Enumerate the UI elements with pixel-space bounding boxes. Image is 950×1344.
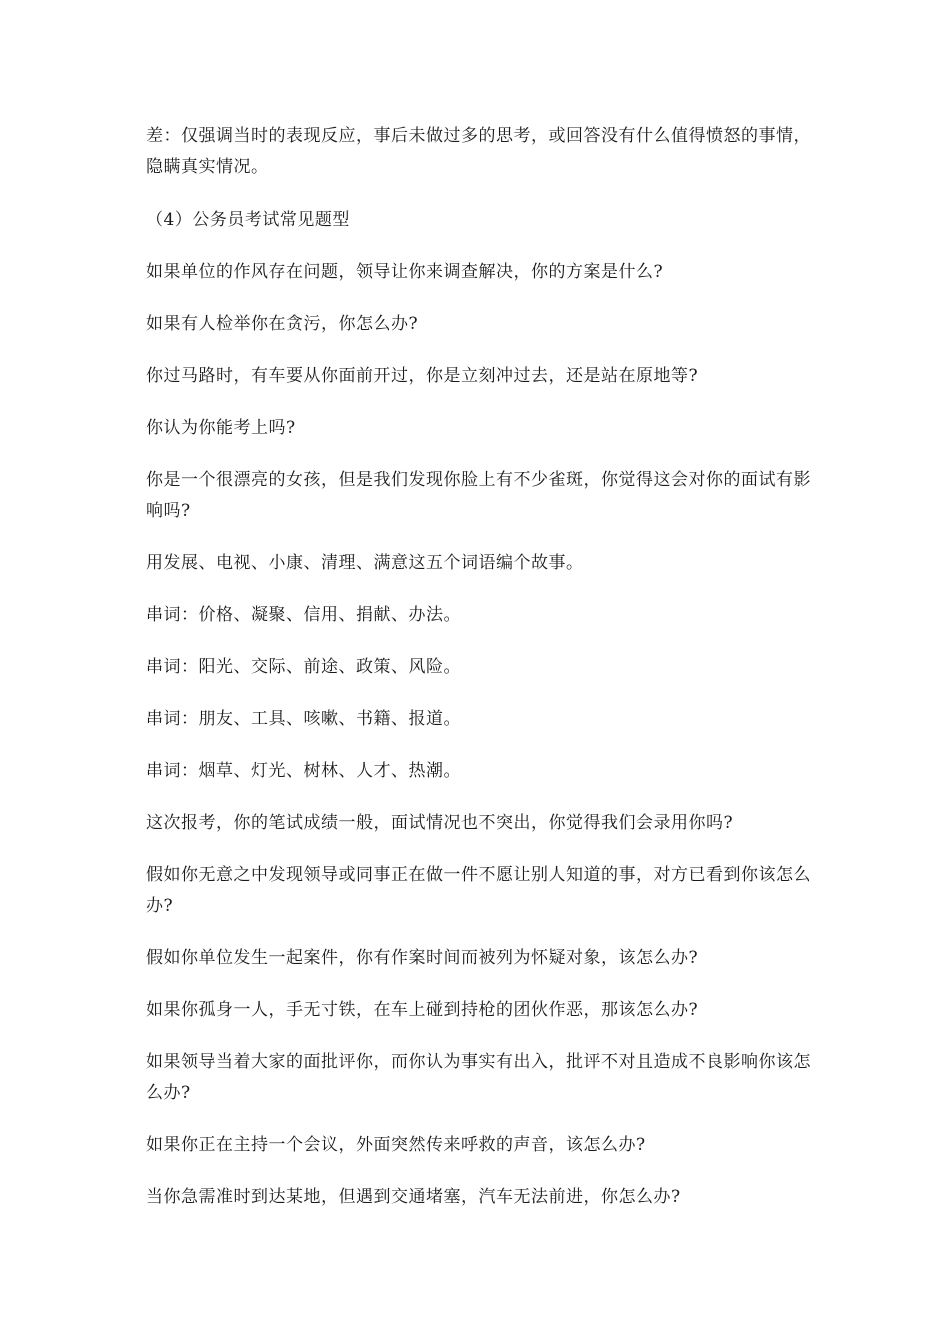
question-item: 串词：阳光、交际、前途、政策、风险。 (146, 657, 461, 677)
question-item: 用发展、电视、小康、清理、满意这五个词语编个故事。 (146, 553, 584, 573)
question-item: 假如你无意之中发现领导或同事正在做一件不愿让别人知道的事，对方已看到你该怎么办? (146, 865, 811, 916)
section-heading: （4）公务员考试常见题型 (146, 210, 350, 230)
question-item: 如果你孤身一人，手无寸铁，在车上碰到持枪的团伙作恶，那该怎么办? (146, 1000, 699, 1020)
paragraph-evaluation-poor: 差：仅强调当时的表现反应，事后未做过多的思考，或回答没有什么值得愤怒的事情，隐瞒真实情况。 (146, 126, 811, 177)
question-item: 当你急需准时到达某地，但遇到交通堵塞，汽车无法前进，你怎么办? (146, 1187, 681, 1207)
question-item: 这次报考，你的笔试成绩一般，面试情况也不突出，你觉得我们会录用你吗? (146, 813, 734, 833)
question-item: 串词：价格、凝聚、信用、捐献、办法。 (146, 605, 461, 625)
question-item: 你认为你能考上吗? (146, 418, 296, 438)
question-item: 如果单位的作风存在问题，领导让你来调查解决，你的方案是什么? (146, 262, 664, 282)
question-item: 串词：烟草、灯光、树林、人才、热潮。 (146, 761, 461, 781)
question-item: 串词：朋友、工具、咳嗽、书籍、报道。 (146, 709, 461, 729)
question-item: 你是一个很漂亮的女孩，但是我们发现你脸上有不少雀斑，你觉得这会对你的面试有影响吗? (146, 470, 811, 521)
question-item: 你过马路时，有车要从你面前开过，你是立刻冲过去，还是站在原地等? (146, 366, 699, 386)
question-item: 如果你正在主持一个会议，外面突然传来呼救的声音，该怎么办? (146, 1135, 646, 1155)
question-item: 假如你单位发生一起案件，你有作案时间而被列为怀疑对象，该怎么办? (146, 948, 699, 968)
question-item: 如果领导当着大家的面批评你，而你认为事实有出入，批评不对且造成不良影响你该怎么办? (146, 1052, 811, 1103)
question-item: 如果有人检举你在贪污，你怎么办? (146, 314, 419, 334)
